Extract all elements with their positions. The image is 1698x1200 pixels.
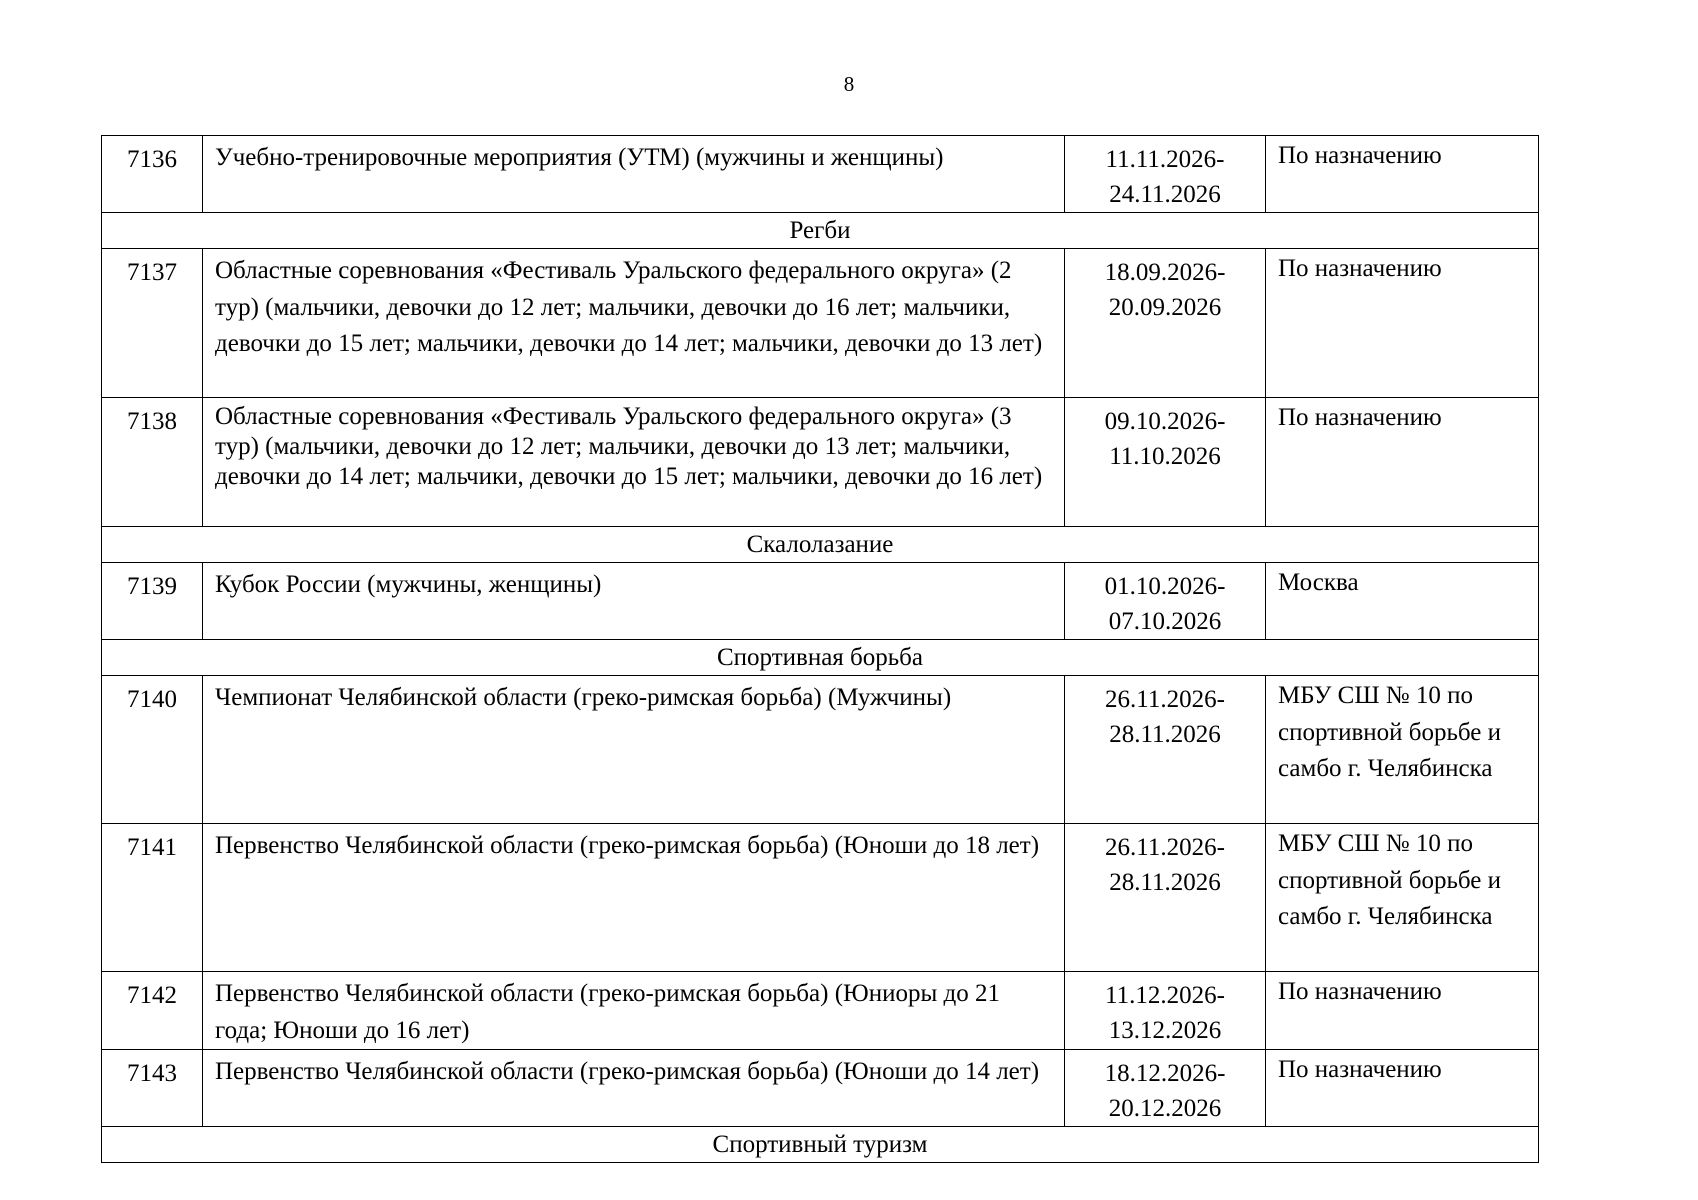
event-date-end: 07.10.2026 xyxy=(1108,608,1222,635)
event-name: Первенство Челябинской области (греко-римская борьба) (Юниоры до 21 года; Юноши до 16 лет) xyxy=(203,972,1065,1050)
event-name: Первенство Челябинской области (греко-римская борьба) (Юноши до 14 лет) xyxy=(203,1050,1065,1127)
event-place: По назначению xyxy=(1266,398,1539,527)
event-dates xyxy=(1065,676,1266,824)
event-name: Учебно-тренировочные мероприятия (УТМ) (мужчины и женщины) xyxy=(203,136,1065,213)
events-table xyxy=(101,135,1539,1163)
event-date-start: 26.11.2026- xyxy=(1105,686,1225,713)
event-number: 7136 xyxy=(102,136,203,213)
event-place: Москва xyxy=(1266,563,1539,640)
section-title: Спортивная борьба xyxy=(102,640,1539,676)
event-place: По назначению xyxy=(1266,249,1539,398)
event-dates xyxy=(1065,249,1266,398)
event-date-end: 20.09.2026 xyxy=(1108,294,1222,321)
event-number: 7138 xyxy=(102,398,203,527)
table-row xyxy=(102,563,1539,640)
event-name: Областные соревнования «Фестиваль Уральского федерального округа» (3 тур) (мальчики, девочки до 12 лет; мальчики, девочки до 13 лет; мальчики, девочки до 14 лет; мальчики, девочки до 15 лет; мальчики, девочки до 16 лет) xyxy=(203,398,1065,527)
table-row xyxy=(102,249,1539,398)
event-dates xyxy=(1065,972,1266,1050)
event-place: По назначению xyxy=(1266,972,1539,1050)
event-name: Чемпионат Челябинской области (греко-римская борьба) (Мужчины) xyxy=(203,676,1065,824)
event-date-start: 18.12.2026- xyxy=(1104,1060,1226,1087)
event-number: 7142 xyxy=(102,972,203,1050)
section-row xyxy=(102,640,1539,676)
event-dates xyxy=(1065,136,1266,213)
event-date-end: 28.11.2026 xyxy=(1109,721,1221,748)
event-dates xyxy=(1065,824,1266,972)
event-date-start: 26.11.2026- xyxy=(1105,834,1225,861)
table-row xyxy=(102,136,1539,213)
event-date-end: 20.12.2026 xyxy=(1108,1095,1222,1122)
event-number: 7139 xyxy=(102,563,203,640)
table-row xyxy=(102,972,1539,1050)
event-name: Первенство Челябинской области (греко-римская борьба) (Юноши до 18 лет) xyxy=(203,824,1065,972)
table-row xyxy=(102,676,1539,824)
event-dates xyxy=(1065,398,1266,527)
event-date-end: 28.11.2026 xyxy=(1109,869,1221,896)
table-row xyxy=(102,824,1539,972)
page-number: 8 xyxy=(843,72,855,96)
event-name: Областные соревнования «Фестиваль Уральского федерального округа» (2 тур) (мальчики, девочки до 12 лет; мальчики, девочки до 16 лет; мальчики, девочки до 15 лет; мальчики, девочки до 14 лет; мальчики, девочки до 13 лет) xyxy=(203,249,1065,398)
event-place: МБУ СШ № 10 по спортивной борьбе и самбо г. Челябинска xyxy=(1266,676,1539,824)
event-date-start: 18.09.2026- xyxy=(1104,259,1226,286)
section-row xyxy=(102,527,1539,563)
event-number: 7137 xyxy=(102,249,203,398)
event-place: По назначению xyxy=(1266,1050,1539,1127)
event-place: МБУ СШ № 10 по спортивной борьбе и самбо г. Челябинска xyxy=(1266,824,1539,972)
table-row xyxy=(102,398,1539,527)
event-number: 7143 xyxy=(102,1050,203,1127)
event-number: 7140 xyxy=(102,676,203,824)
event-date-end: 11.10.2026 xyxy=(1109,443,1221,470)
event-name: Кубок России (мужчины, женщины) xyxy=(203,563,1065,640)
event-date-end: 13.12.2026 xyxy=(1108,1017,1222,1044)
event-place: По назначению xyxy=(1266,136,1539,213)
section-row xyxy=(102,1127,1539,1163)
event-date-start: 01.10.2026- xyxy=(1104,573,1226,600)
event-date-end: 24.11.2026 xyxy=(1109,181,1221,208)
table-row xyxy=(102,1050,1539,1127)
event-dates xyxy=(1065,1050,1266,1127)
event-number: 7141 xyxy=(102,824,203,972)
section-row xyxy=(102,213,1539,249)
event-date-start: 11.12.2026- xyxy=(1105,982,1225,1009)
section-title: Спортивный туризм xyxy=(102,1127,1539,1163)
event-dates xyxy=(1065,563,1266,640)
event-date-start: 11.11.2026- xyxy=(1105,146,1225,173)
section-title: Скалолазание xyxy=(102,527,1539,563)
event-date-start: 09.10.2026- xyxy=(1104,408,1226,435)
section-title: Регби xyxy=(102,213,1539,249)
